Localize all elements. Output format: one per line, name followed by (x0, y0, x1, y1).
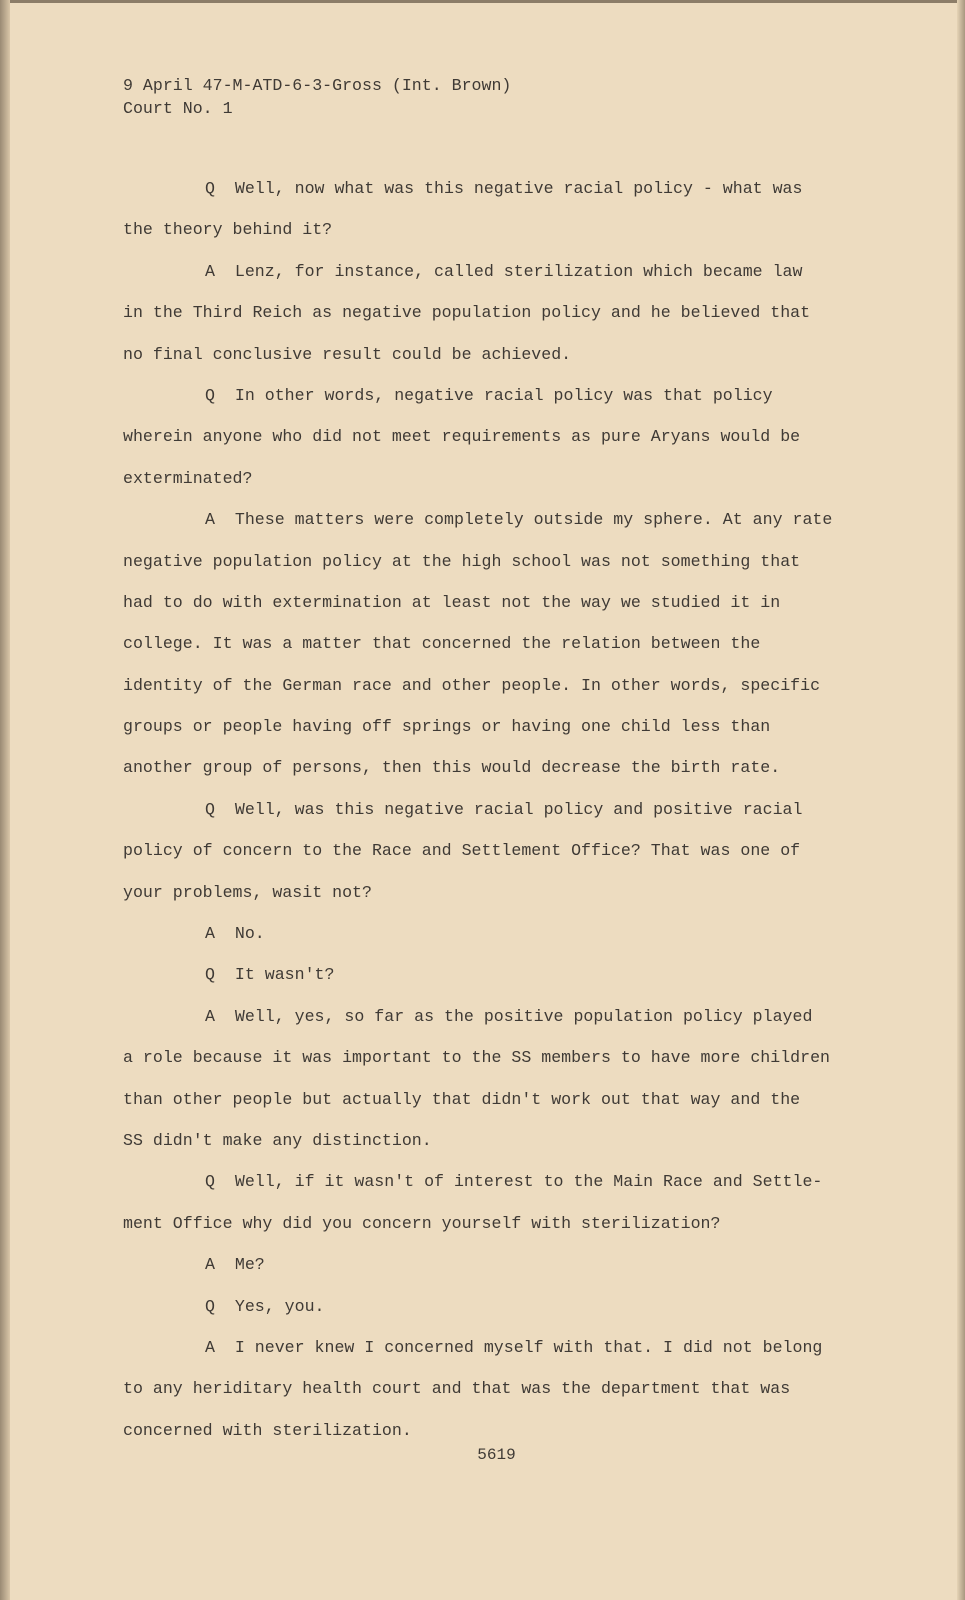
transcript-line: a role because it was important to the SS members to have more children (123, 1048, 831, 1068)
document-header (123, 74, 511, 120)
header-line-date-case: 9 April 47-M-ATD-6-3-Gross (Int. Brown) (123, 76, 512, 95)
transcript-line: than other people but actually that didn't work out that way and the (123, 1089, 801, 1109)
transcript-line: A Lenz, for instance, called sterilization which became law (205, 261, 803, 281)
transcript-line: Q Well, if it wasn't of interest to the Main Race and Settle- (205, 1172, 823, 1192)
transcript-line: your problems, wasit not? (123, 882, 372, 902)
transcript-line: no final conclusive result could be achieved. (123, 344, 572, 364)
transcript-line: college. It was a matter that concerned the relation between the (123, 634, 761, 654)
transcript-line: A No. (205, 924, 265, 944)
transcript-line: Q Well, was this negative racial policy and positive racial (205, 799, 803, 819)
transcript-line: to any heriditary health court and that was the department that was (123, 1379, 791, 1399)
transcript-line: Q Yes, you. (205, 1296, 325, 1316)
transcript-line: ment Office why did you concern yourself with sterilization? (123, 1213, 721, 1233)
transcript-line: groups or people having off springs or having one child less than (123, 717, 771, 737)
page-top-edge (0, 0, 965, 3)
transcript-body (123, 168, 853, 1451)
page-number: 5619 (477, 1446, 516, 1464)
transcript-line: exterminated? (123, 468, 253, 488)
page-left-edge (0, 0, 10, 1600)
transcript-line: another group of persons, then this would decrease the birth rate. (123, 758, 781, 778)
page-right-edge (957, 0, 965, 1600)
transcript-line: Q It wasn't? (205, 965, 335, 985)
transcript-line: negative population policy at the high school was not something that (123, 551, 801, 571)
header-line-court: Court No. 1 (123, 99, 233, 118)
transcript-line: the theory behind it? (123, 220, 333, 240)
transcript-line: SS didn't make any distinction. (123, 1130, 432, 1150)
transcript-line: A Well, yes, so far as the positive population policy played (205, 1006, 813, 1026)
transcript-line: identity of the German race and other people. In other words, specific (123, 675, 821, 695)
transcript-line: A These matters were completely outside my sphere. At any rate (205, 510, 833, 530)
transcript-line: wherein anyone who did not meet requirements as pure Aryans would be (123, 427, 801, 447)
transcript-line: A I never knew I concerned myself with that. I did not belong (205, 1337, 823, 1357)
transcript-line: policy of concern to the Race and Settlement Office? That was one of (123, 841, 801, 861)
transcript-line: had to do with extermination at least not the way we studied it in (123, 592, 781, 612)
transcript-line: Q In other words, negative racial policy was that policy (205, 385, 773, 405)
transcript-line: Q Well, now what was this negative racial policy - what was (205, 179, 803, 198)
transcript-line: in the Third Reich as negative population policy and he believed that (123, 303, 811, 323)
transcript-line: A Me? (205, 1255, 265, 1275)
transcript-line: concerned with sterilization. (123, 1420, 412, 1440)
